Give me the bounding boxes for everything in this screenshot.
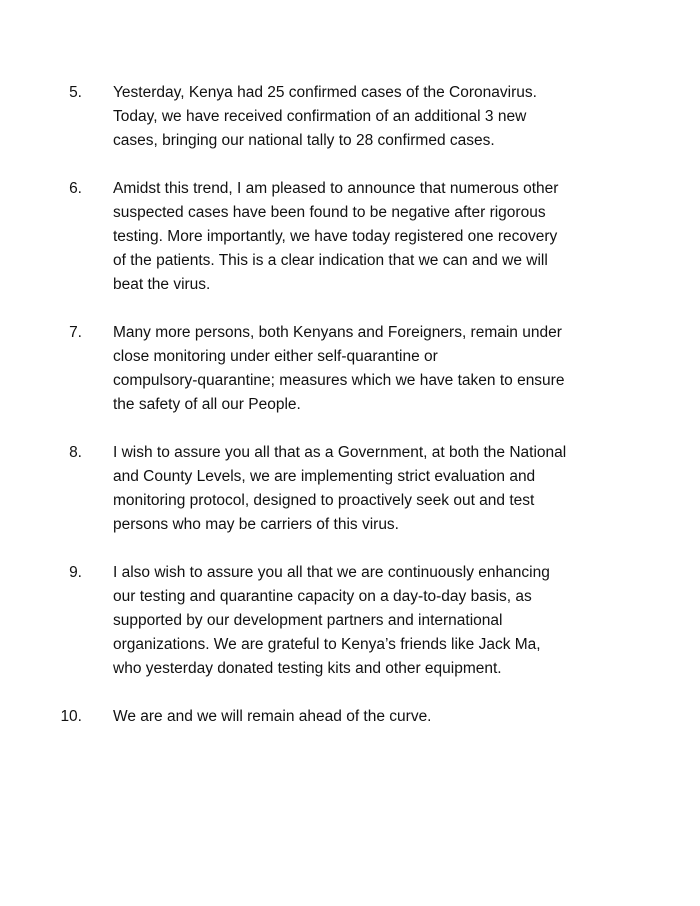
text-line: the safety of all our People. bbox=[113, 396, 301, 413]
text-line: compulsory-quarantine; measures which we have taken to ensure bbox=[113, 372, 565, 389]
paragraph-number: 7. bbox=[69, 324, 82, 341]
text-line: of the patients. This is a clear indication that we can and we will bbox=[113, 252, 548, 269]
text-line: supported by our development partners and international bbox=[113, 612, 503, 629]
paragraph-text bbox=[113, 177, 623, 297]
paragraph-text bbox=[113, 705, 623, 729]
paragraph-text bbox=[113, 321, 623, 417]
text-line: I wish to assure you all that as a Government, at both the National bbox=[113, 444, 567, 461]
text-line: cases, bringing our national tally to 28 confirmed cases. bbox=[113, 132, 495, 149]
text-line: Many more persons, both Kenyans and Foreigners, remain under bbox=[113, 324, 562, 341]
paragraph-text bbox=[113, 561, 623, 681]
text-line: beat the virus. bbox=[113, 276, 211, 293]
text-line: Yesterday, Kenya had 25 confirmed cases of the Coronavirus. bbox=[113, 84, 537, 101]
paragraph-number: 5. bbox=[69, 84, 82, 101]
paragraph-number: 8. bbox=[69, 444, 82, 461]
text-line: Amidst this trend, I am pleased to announce that numerous other bbox=[113, 180, 559, 197]
text-line: monitoring protocol, designed to proactively seek out and test bbox=[113, 492, 535, 509]
paragraph-text bbox=[113, 81, 623, 153]
paragraph-text bbox=[113, 441, 623, 537]
text-line: and County Levels, we are implementing strict evaluation and bbox=[113, 468, 536, 485]
text-line: our testing and quarantine capacity on a day-to-day basis, as bbox=[113, 588, 532, 605]
text-line: We are and we will remain ahead of the curve. bbox=[113, 708, 432, 725]
text-line: close monitoring under either self-quarantine or bbox=[113, 348, 438, 365]
text-line: who yesterday donated testing kits and other equipment. bbox=[113, 660, 502, 677]
paragraph-number: 6. bbox=[69, 180, 82, 197]
paragraph-number: 10. bbox=[60, 708, 82, 725]
text-line: suspected cases have been found to be negative after rigorous bbox=[113, 204, 546, 221]
text-line: persons who may be carriers of this virus. bbox=[113, 516, 399, 533]
text-line: testing. More importantly, we have today registered one recovery bbox=[113, 228, 558, 245]
text-line: organizations. We are grateful to Kenya’s friends like Jack Ma, bbox=[113, 636, 541, 653]
text-line: Today, we have received confirmation of an additional 3 new bbox=[113, 108, 527, 125]
paragraph-number: 9. bbox=[69, 564, 82, 581]
text-line: I also wish to assure you all that we are continuously enhancing bbox=[113, 564, 550, 581]
